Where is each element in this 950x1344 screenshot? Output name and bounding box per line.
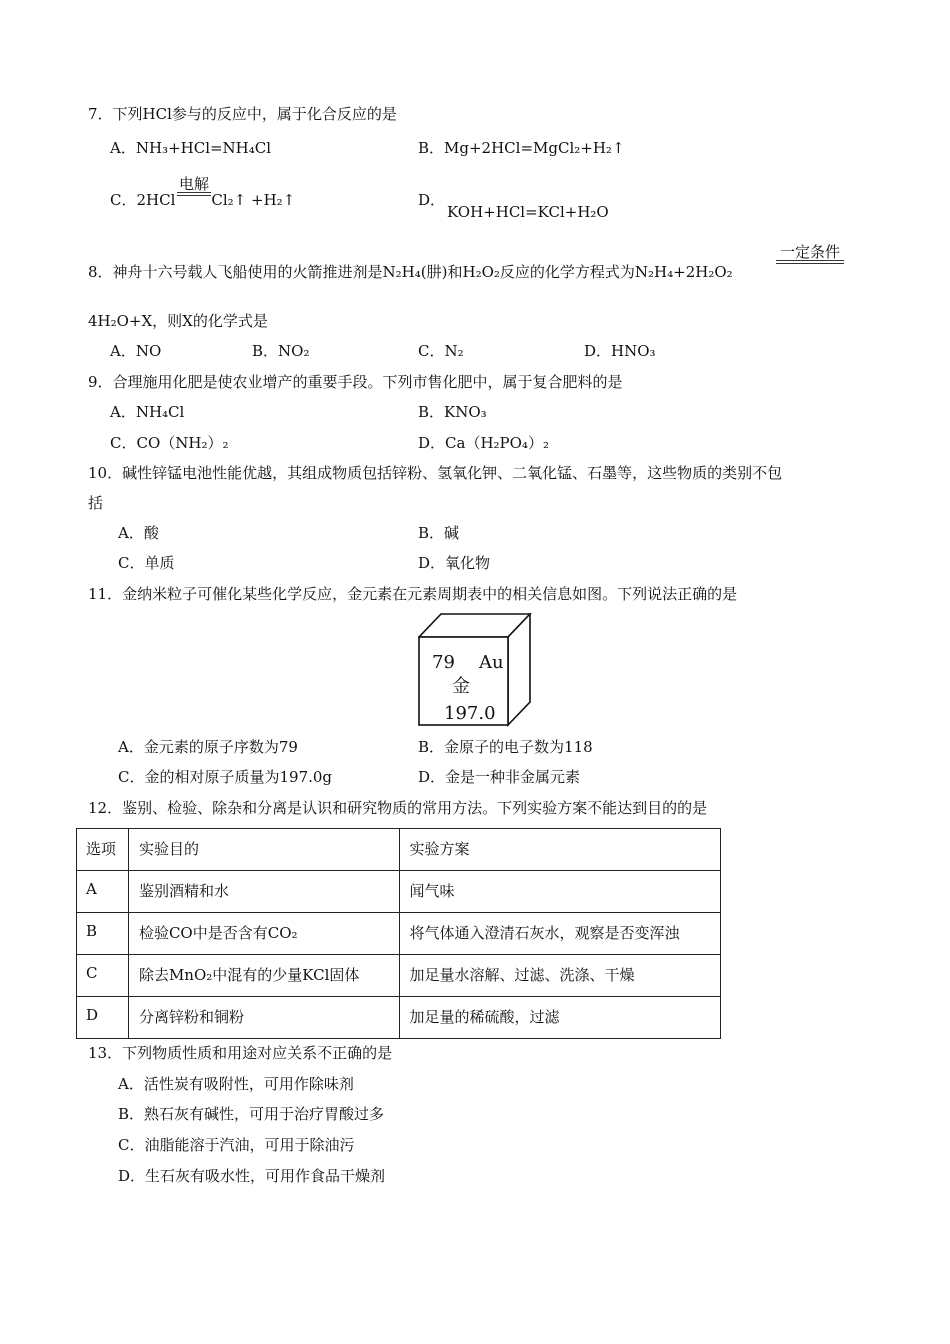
q11-stem: 11．金纳米粒子可催化某些化学反应，金元素在元素周期表中的相关信息如图。下列说法正确的是 xyxy=(88,585,738,603)
table-header-row xyxy=(77,829,721,871)
table-header-cell: 选项 xyxy=(77,829,129,871)
q7-stem: 7．下列HCl参与的反应中，属于化合反应的是 xyxy=(88,105,397,123)
table-cell-option: C xyxy=(77,955,129,997)
q9-stem: 9．合理施用化肥是使农业增产的重要手段。下列市售化肥中，属于复合肥料的是 xyxy=(88,373,623,391)
q7-option-c-right: Cl₂↑ +H₂↑ xyxy=(211,191,296,209)
q7-option-d-text: KOH+HCl=KCl+H₂O xyxy=(447,203,609,221)
q10-option-c: C．单质 xyxy=(118,554,175,572)
q11-option-d: D．金是一种非金属元素 xyxy=(418,768,581,786)
q8-option-b: B．NO₂ xyxy=(252,342,310,360)
q11-option-c: C．金的相对原子质量为197.0g xyxy=(118,768,333,786)
q7-option-a xyxy=(110,138,271,158)
q8-stem-continued: 4H₂O+X，则X的化学式是 xyxy=(88,312,268,330)
q9-option-d: D．Ca（H₂PO₄）₂ xyxy=(418,434,549,452)
table-header-cell: 实验方案 xyxy=(399,829,720,871)
q7-option-b-label: B． xyxy=(418,139,445,157)
q8-option-d: D．HNO₃ xyxy=(584,342,656,360)
q7-electrolysis-condition xyxy=(177,176,211,196)
q13-option-a: A．活性炭有吸附性，可用作除味剂 xyxy=(118,1075,354,1093)
element-symbol: Au xyxy=(479,652,504,673)
table-row xyxy=(77,913,721,955)
q10-option-d: D．氧化物 xyxy=(418,554,491,572)
q12-stem: 12．鉴别、检验、除杂和分离是认识和研究物质的常用方法。下列实验方案不能达到目的的是 xyxy=(88,799,708,817)
q7-option-d-label: D． xyxy=(418,191,446,209)
table-cell-plan: 加足量的稀硫酸，过滤 xyxy=(399,997,720,1039)
q8-condition-text: 一定条件 xyxy=(779,243,840,261)
q13-option-c: C．油脂能溶于汽油，可用于除油污 xyxy=(118,1136,355,1154)
table-row xyxy=(77,997,721,1039)
q13-option-d: D．生石灰有吸水性，可用作食品干燥剂 xyxy=(118,1167,386,1185)
table-cell-plan: 将气体通入澄清石灰水，观察是否变浑浊 xyxy=(399,913,720,955)
q7-option-b-text: Mg+2HCl=MgCl₂+H₂↑ xyxy=(444,139,625,157)
table-row xyxy=(77,955,721,997)
experiment-table xyxy=(76,828,721,1039)
q9-option-b: B．KNO₃ xyxy=(418,403,487,421)
q11-option-a: A．金元素的原子序数为79 xyxy=(118,738,298,756)
table-cell-option: B xyxy=(77,913,129,955)
q10-stem-continued: 括 xyxy=(88,494,104,512)
element-atomic-mass: 197.0 xyxy=(444,703,496,724)
q8-option-c: C．N₂ xyxy=(418,342,464,360)
q7-option-a-label: A． xyxy=(110,139,136,157)
table-row xyxy=(77,871,721,913)
table-cell-purpose: 分离锌粉和铜粉 xyxy=(128,997,399,1039)
element-atomic-number: 79 xyxy=(432,652,455,673)
q13-option-b: B．熟石灰有碱性，可用于治疗胃酸过多 xyxy=(118,1105,385,1123)
q11-option-b: B．金原子的电子数为118 xyxy=(418,738,593,756)
q8-reaction-condition xyxy=(776,244,844,264)
element-name: 金 xyxy=(452,676,470,697)
q10-option-a: A．酸 xyxy=(118,524,159,542)
q7-option-b xyxy=(418,138,625,158)
table-cell-plan: 闻气味 xyxy=(399,871,720,913)
table-cell-option: A xyxy=(77,871,129,913)
q9-option-a: A．NH₄Cl xyxy=(110,403,185,421)
q10-stem: 10．碱性锌锰电池性能优越，其组成物质包括锌粉、氢氧化钾、二氧化锰、石墨等，这些物质的类别不包 xyxy=(88,464,783,482)
table-header-cell: 实验目的 xyxy=(128,829,399,871)
q7-option-c-left: 2HCl xyxy=(136,191,176,209)
q8-option-a: A．NO xyxy=(110,342,162,360)
q7-option-a-text: NH₃+HCl=NH₄Cl xyxy=(135,139,272,157)
q7-option-c-label: C． xyxy=(110,191,137,209)
table-cell-purpose: 检验CO中是否含有CO₂ xyxy=(128,913,399,955)
q10-option-b: B．碱 xyxy=(418,524,460,542)
table-cell-plan: 加足量水溶解、过滤、洗涤、干燥 xyxy=(399,955,720,997)
q8-stem: 8．神舟十六号载人飞船使用的火箭推进剂是N₂H₄(肼)和H₂O₂反应的化学方程式为N₂H₄+2H₂O₂ xyxy=(88,263,733,281)
element-cell-figure xyxy=(418,613,534,727)
q7-condition-text: 电解 xyxy=(178,175,209,193)
table-cell-option: D xyxy=(77,997,129,1039)
q9-option-c: C．CO（NH₂）₂ xyxy=(110,434,229,452)
table-cell-purpose: 鉴别酒精和水 xyxy=(128,871,399,913)
q13-stem: 13．下列物质性质和用途对应关系不正确的是 xyxy=(88,1044,393,1062)
table-cell-purpose: 除去MnO₂中混有的少量KCl固体 xyxy=(128,955,399,997)
